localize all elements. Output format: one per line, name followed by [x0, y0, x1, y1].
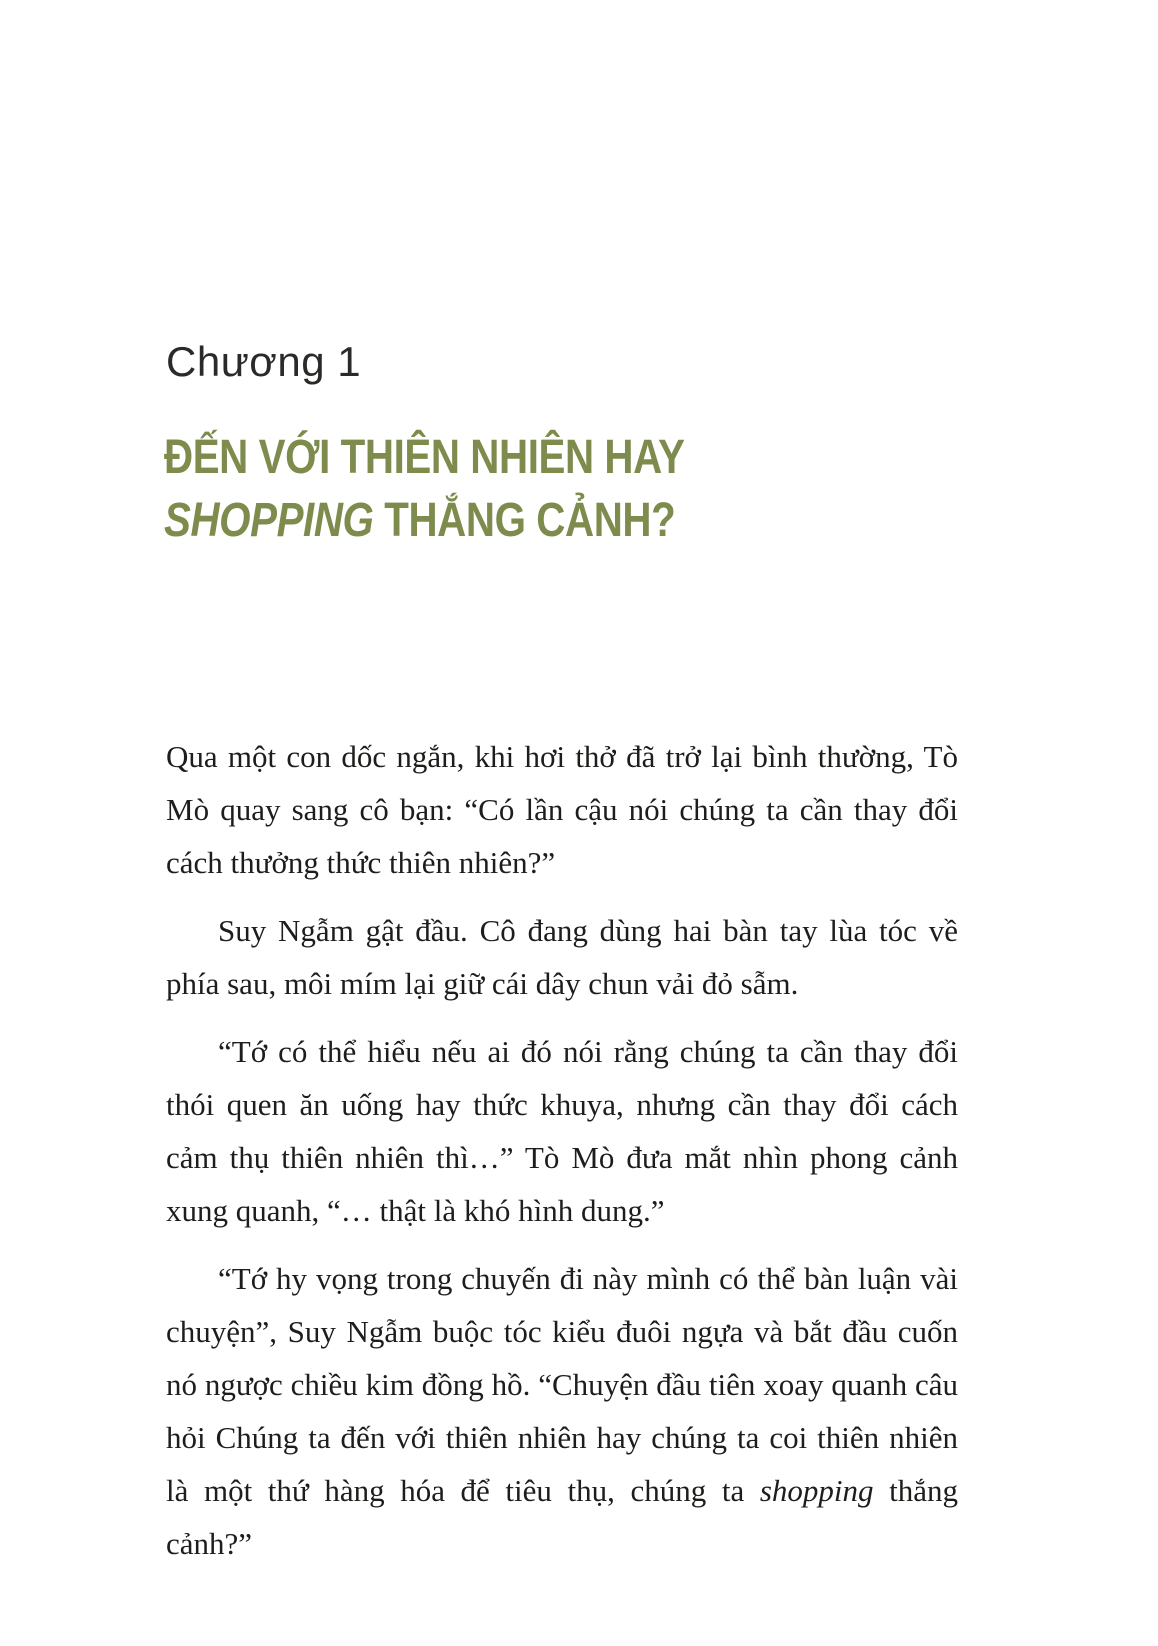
paragraph-run: “Tớ có thể hiểu nếu ai đó nói rằng chúng ta cần thay đổi thói quen ăn uống hay thức khuya, nhưng cần thay đổi cách cảm thụ thiên nhiên thì…” Tò Mò đưa mắt nhìn phong cảnh xung quanh, “… thật là khó hình dung.” — [166, 1034, 958, 1228]
paragraph-run-italic: shopping — [759, 1473, 874, 1508]
chapter-title — [164, 426, 685, 552]
paragraph-run: “Tớ hy vọng trong chuyến đi này mình có thể bàn luận vài chuyện”, Suy Ngẫm buộc tóc kiểu đuôi ngựa và bắt đầu cuốn nó ngược chiều kim đồng hồ. “Chuyện đầu tiên xoay quanh câu hỏi Chúng ta đến với thiên nhiên hay chúng ta coi thiên nhiên là một thứ hàng hóa để tiêu thụ, chúng ta — [166, 1261, 958, 1508]
paragraph — [166, 1252, 958, 1570]
body-text — [166, 730, 958, 1585]
chapter-title-line2-italic: SHOPPING — [164, 494, 374, 547]
chapter-title-line1: ĐẾN VỚI THIÊN NHIÊN HAY — [164, 431, 685, 484]
chapter-number-label: Chương 1 — [166, 338, 362, 385]
paragraph — [166, 904, 958, 1010]
paragraph — [166, 1025, 958, 1237]
paragraph-run: Qua một con dốc ngắn, khi hơi thở đã trở lại bình thường, Tò Mò quay sang cô bạn: “Có lần cậu nói chúng ta cần thay đổi cách thưởng thức thiên nhiên?” — [166, 739, 958, 880]
paragraph-run: Suy Ngẫm gật đầu. Cô đang dùng hai bàn tay lùa tóc về phía sau, môi mím lại giữ cái dây chun vải đỏ sẫm. — [166, 913, 958, 1001]
chapter-title-line2-rest: THẮNG CẢNH? — [384, 494, 676, 547]
paragraph-run: thắng cảnh?” — [166, 1473, 958, 1561]
paragraph — [166, 730, 958, 889]
